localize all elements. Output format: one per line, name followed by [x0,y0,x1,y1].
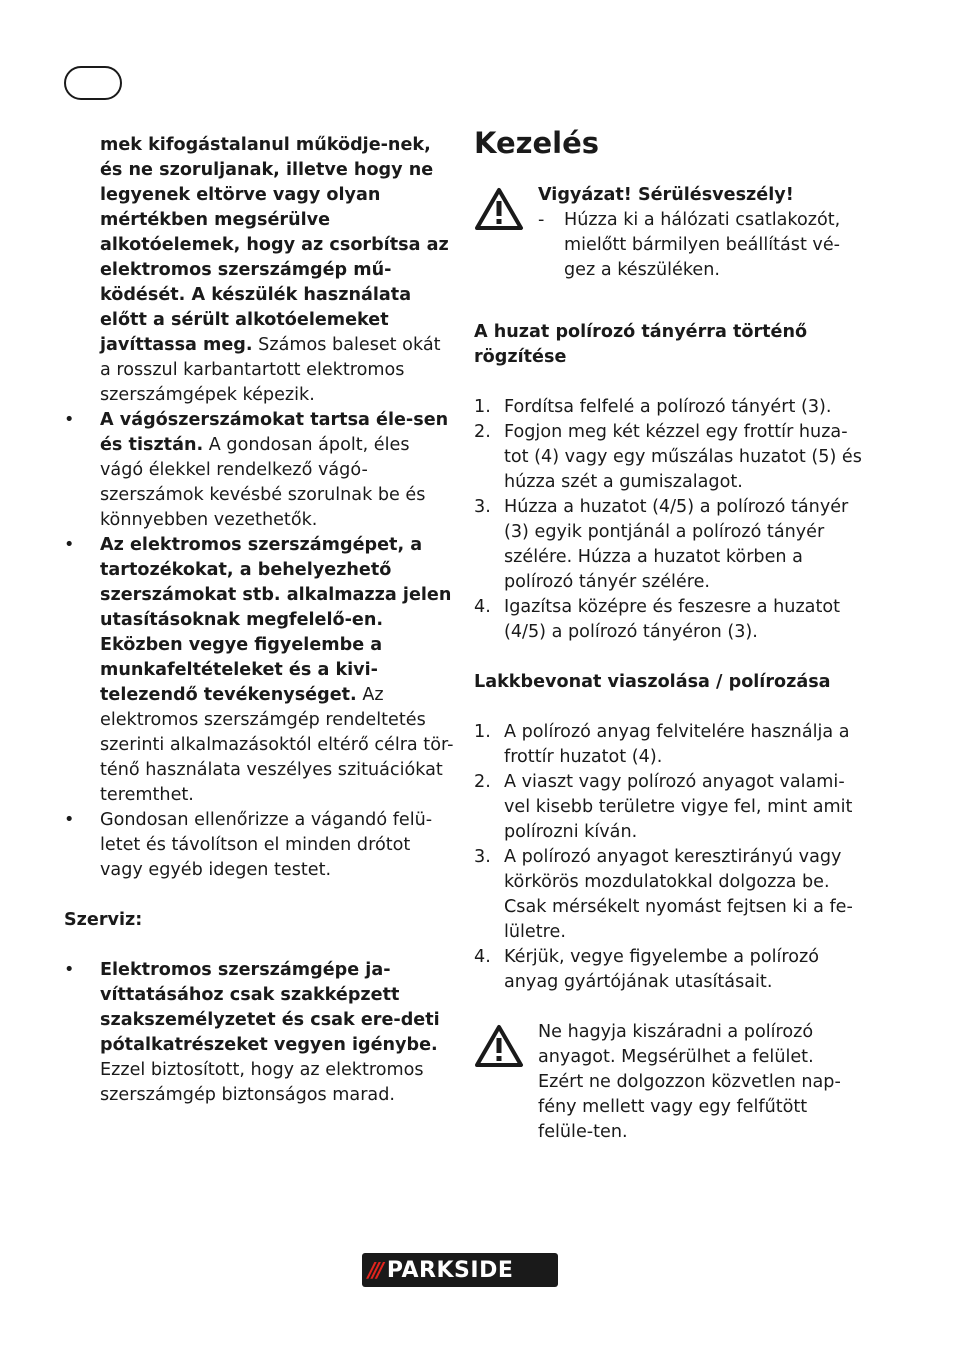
language-badge [64,66,122,100]
list-item [474,495,864,595]
section-heading-polish: Lakkbevonat viaszolása / polírozása [474,672,831,692]
step-number: 2. [474,772,491,792]
list-item [474,595,864,645]
step-text: Fordítsa felfelé a polírozó tányért (3). [504,397,832,417]
bullet-item-2 [64,533,454,808]
service-bold-text: Elektromos szerszámgépe ja-víttatásához csak szakképzett szakszemélyzetet és csak ere-deti pótalkatrészeket vegyen igénybe. [100,960,440,1055]
intro-paragraph [64,133,454,408]
step-number: 1. [474,722,491,742]
warning-triangle-icon [474,1024,524,1068]
step-text: A polírozó anyag felvitelére használja a frottír huzatot (4). [504,722,850,767]
intro-normal-text: Számos baleset okát a rosszul karbantartott elektromos szerszámgépek képezik. [100,335,441,405]
logo-stripes: /// [368,1258,381,1282]
warning-triangle-icon [474,187,524,231]
list-item [474,945,864,995]
step-text: Kérjük, vegye figyelembe a polírozó anyag gyártójának utasításait. [504,947,819,992]
bullet-icon: • [64,535,75,555]
warning-text: Ne hagyja kiszáradni a polírozó anyagot. Megsérülhet a felület. Ezért ne dolgozzon közvetlen nap-fény mellett vagy egy felfűtött felüle-ten. [538,1022,841,1142]
logo-text: PARKSIDE [386,1257,514,1283]
dash-marker: - [538,210,545,230]
bullet-item-3 [64,808,454,883]
step-number: 3. [474,847,491,867]
step-number: 4. [474,597,491,617]
bullet-normal-text: Gondosan ellenőrizze a vágandó felü-letet és távolítson el minden drótot vagy egyéb idegen testet. [100,810,433,880]
step-text: Fogjon meg két kézzel egy frottír huza-tot (4) vagy egy műszálas huzatot (5) és húzza szét a gumiszalagot. [504,422,862,492]
service-bullet [64,958,454,1108]
right-column [474,125,864,1145]
step-number: 3. [474,497,491,517]
page-title: Kezelés [474,126,600,160]
bullet-icon: • [64,410,75,430]
step-text: A viaszt vagy polírozó anyagot valami-vel kisebb területre vigye fel, mint amit polírozni kíván. [504,772,853,842]
service-normal-text: Ezzel biztosított, hogy az elektromos szerszámgép biztonságos marad. [100,1060,424,1105]
bullet-normal-text: A gondosan ápolt, éles vágó élekkel rendelkező vágó-szerszámok kevésbé szorulnak be és könnyebben vezethetők. [100,435,426,530]
step-text: A polírozó anyagot keresztirányú vagy körkörös mozdulatokkal dolgozza be. Csak mérsékelt nyomást fejtsen ki a fe-lületre. [504,847,853,942]
step-number: 4. [474,947,491,967]
list-item [474,420,864,495]
step-text: Igazítsa középre és feszesre a huzatot (4/5) a polírozó tányéron (3). [504,597,841,642]
step-text: Húzza a huzatot (4/5) a polírozó tányér (3) egyik pontjánál a polírozó tányér szélére. Húzza a huzatot körben a polírozó tányér szélére. [504,497,849,592]
step-number: 2. [474,422,491,442]
bullet-icon: • [64,960,75,980]
parkside-logo [362,1253,558,1287]
bullet-icon: • [64,810,75,830]
bullet-bold-text: A vágószerszámokat tartsa éle-sen és tisztán. [100,410,449,455]
warning-heading: Vigyázat! Sérülésveszély! [538,185,794,205]
warning-block-1 [474,183,864,283]
bullet-item-1 [64,408,454,533]
bullet-bold-text: Az elektromos szerszámgépet, a tartozékokat, a behelyezhető szerszámokat stb. alkalmazza jelen utasításoknak megfelelő-en. Eközben vegye figyelembe a munkafeltételeket és a kivi-telezendő tevékenységet. [100,535,452,705]
list-item [474,395,864,420]
step-number: 1. [474,397,491,417]
list-item [474,720,864,770]
list-item [474,770,864,845]
list-item [474,845,864,945]
intro-bold-text: mek kifogástalanul működje-nek, és ne szoruljanak, illetve hogy ne legyenek eltörve vagy olyan mértékben megsérülve alkotóelemek, hogy az csorbítsa az elektromos szerszámgép mű-ködését. A készülék használata előtt a sérült alkotóelemeket javíttassa meg. [100,135,449,355]
warning-block-2 [474,1020,864,1145]
service-heading: Szerviz: [64,910,143,930]
bullet-normal-text: Az elektromos szerszámgép rendeltetés szerinti alkalmazásoktól eltérő célra tör-ténő használata veszélyes szituációkat teremthet. [100,685,454,805]
warning-text: Húzza ki a hálózati csatlakozót, mielőtt bármilyen beállítást vé-gez a készüléken. [564,210,841,280]
section-heading-cover: A huzat polírozó tányérra történő rögzítése [474,322,808,367]
left-column [64,133,454,1108]
warning-dash-item [538,208,864,283]
